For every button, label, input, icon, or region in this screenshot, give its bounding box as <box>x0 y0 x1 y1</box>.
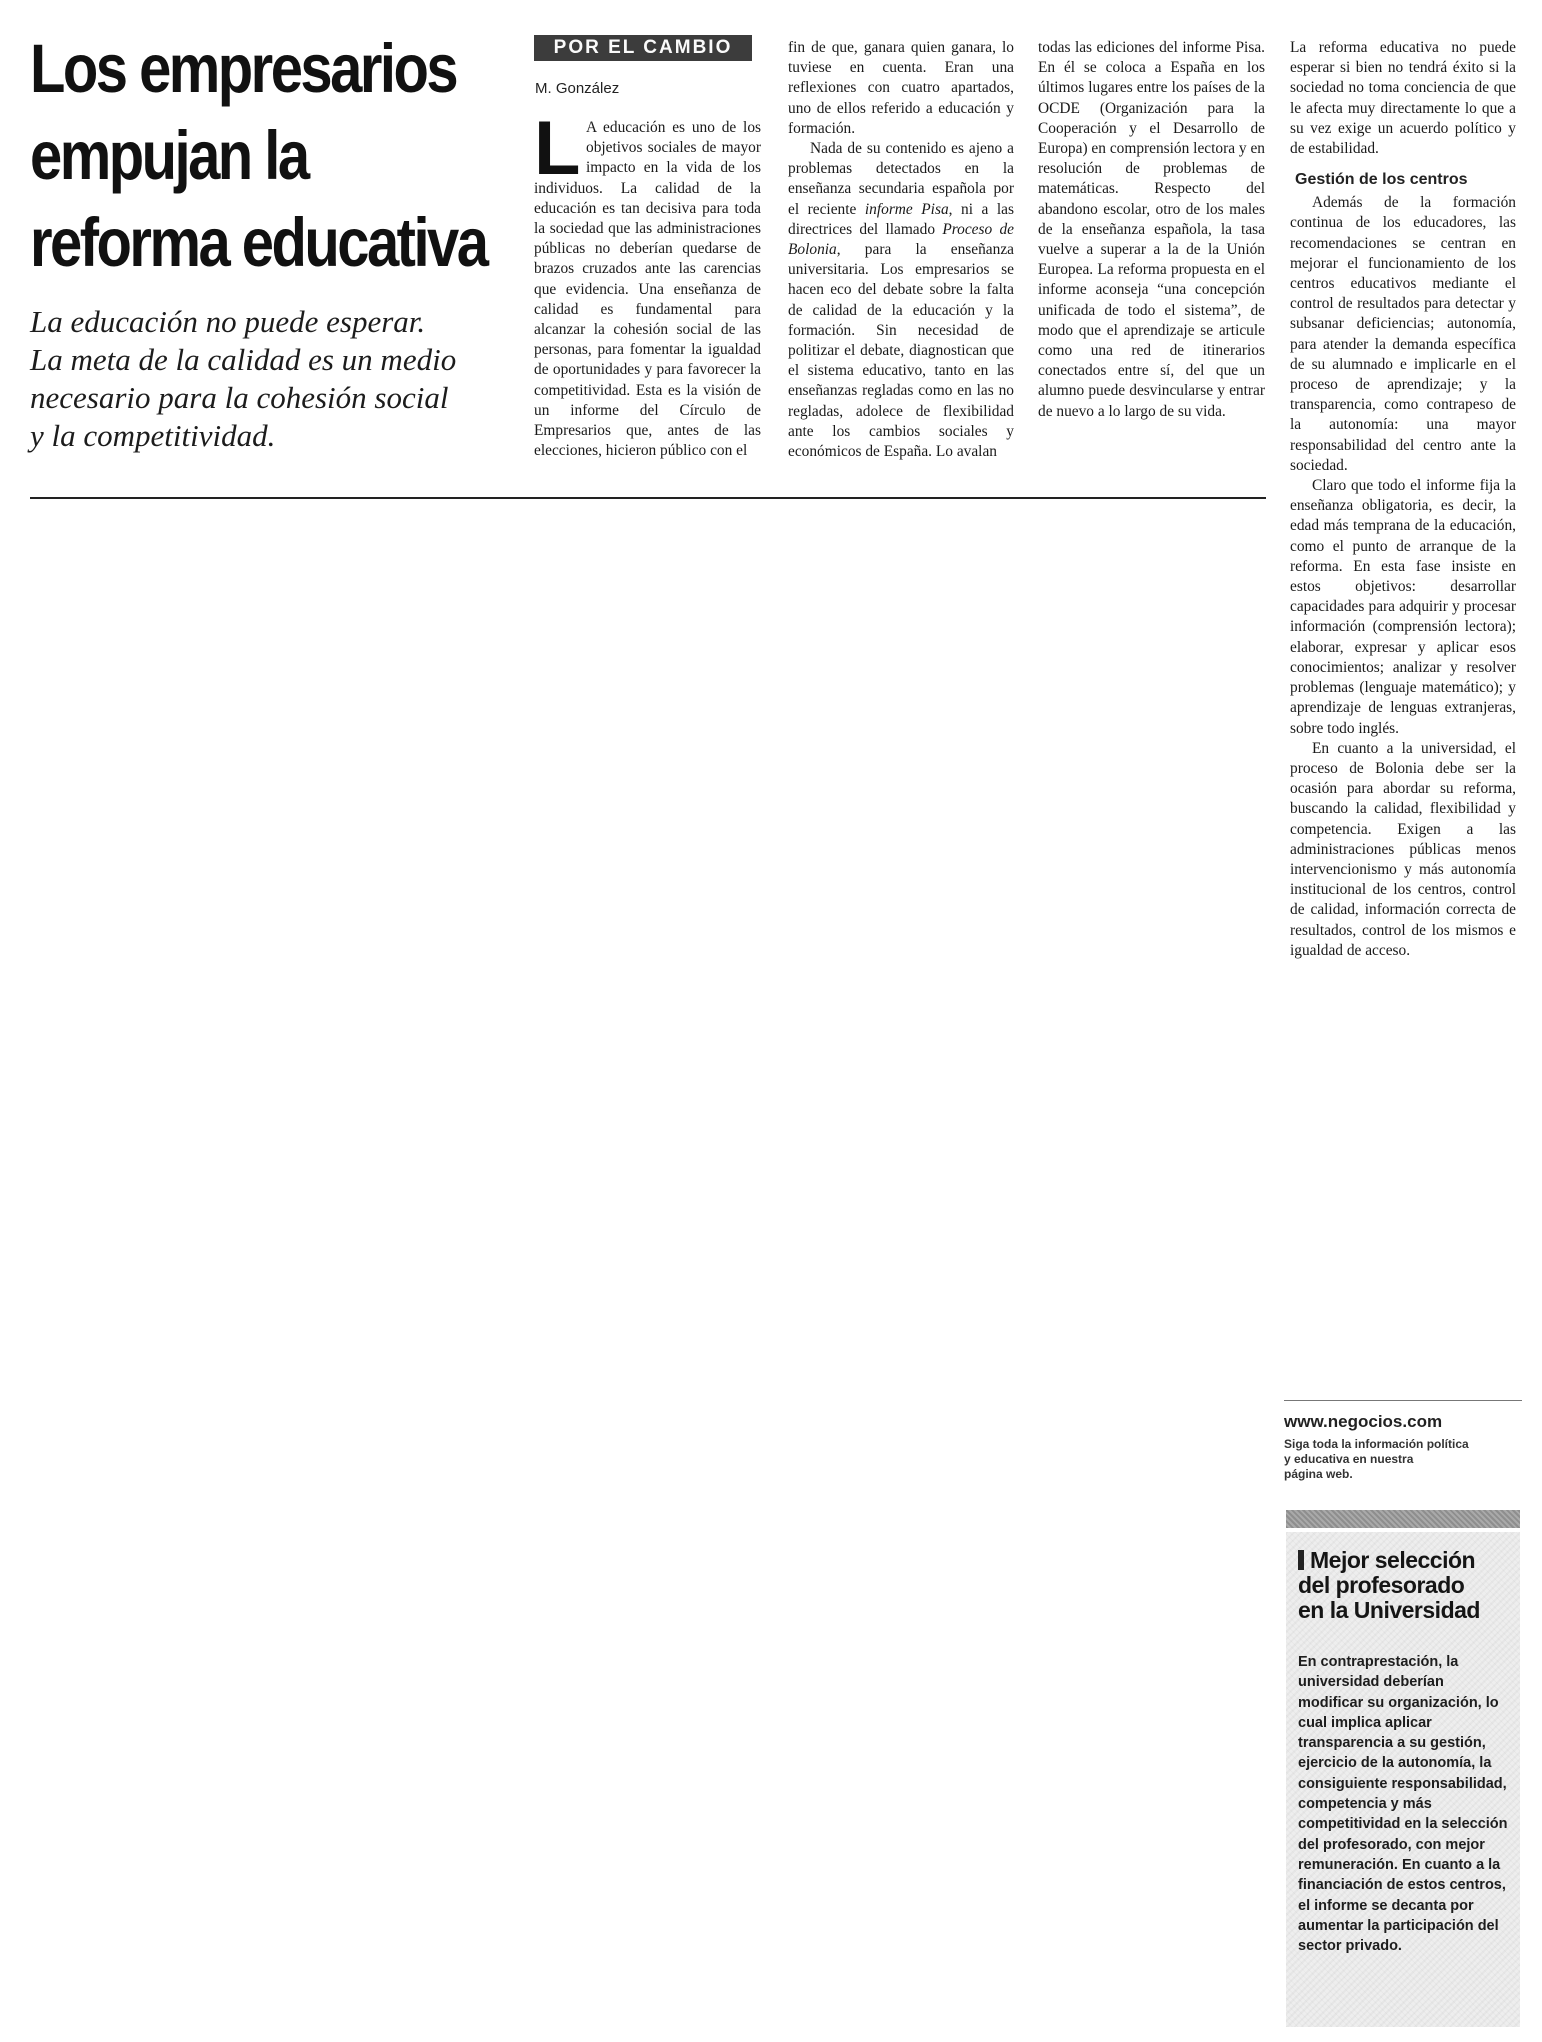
subhead: Gestión de los centros <box>1295 171 1468 189</box>
headline-line: Los empresarios <box>30 30 457 107</box>
paragraph-text: todas las ediciones del informe Pisa. En él se coloca a España en los últimos lugares entre los países de la OCDE (Organización para la Cooperación y el Desarrollo de Europa) en comprensión lectora y en resolución de problemas de matemáticas. Respecto del abandono escolar, otro de los males de la enseñanza española, la tasa vuelve a superar a la de la Unión Europea. La reforma propuesta en el informe aconseja “una concepción unificada de todo el sistema”, de modo que el aprendizaje se articule como una red de itinerarios conectados entre sí, del que un alumno puede desvincularse y entrar de nuevo a lo largo de su vida. <box>1038 39 1265 420</box>
web-link[interactable]: www.negocios.com <box>1284 1412 1443 1431</box>
standfirst-line: La educación no puede esperar. <box>30 304 426 339</box>
paragraph-text: fin de que, ganara quien ganara, lo tuviese en cuenta. Eran una reflexiones con cuatro apartados, uno de ellos referido a educación y formación. <box>788 39 1014 137</box>
article-column-3 <box>1038 38 1265 422</box>
standfirst <box>30 303 500 455</box>
paragraph-continued <box>788 38 1014 139</box>
sidebar-title-text: Mejor selección <box>1310 1547 1476 1573</box>
headline-line: reforma educativa <box>30 204 487 281</box>
sidebar-title-line <box>1298 1548 1513 1573</box>
byline: M. González <box>535 80 620 97</box>
sidebar-box <box>1286 1532 1520 2027</box>
headline <box>30 25 487 286</box>
paragraph-intro <box>534 106 761 461</box>
drop-cap: L <box>534 106 581 191</box>
paragraph: Además de la formación continua de los educadores, las recomendaciones se centran en mejorar el funcionamiento de los centros educativos mediante el control de resultados para detectar y subsanar deficiencias; autonomía, para atender la demanda específica de su alumnado e implicarle en el proceso de aprendizaje; y la transparencia, como contrapeso de la autonomía: una mayor responsabilidad del centro ante la sociedad. <box>1290 194 1516 474</box>
paragraph-text: , ni a las directrices del llamado <box>788 200 1015 238</box>
sidebar-title-line: del profesorado <box>1298 1572 1465 1598</box>
standfirst-line: necesario para la cohesión social <box>30 380 449 415</box>
sidebar-body: En contraprestación, la universidad deberían modificar su organización, lo cual implica aplicar transparencia a su gestión, ejercicio de la autonomía, la consiguiente responsabilidad, competencia y más competitividad en la selección del profesorado, con mejor remuneración. En cuanto a la financiación de estos centros, el informe se decanta por aumentar la participación del sector privado. <box>1298 1654 1508 1955</box>
standfirst-line: y la competitividad. <box>30 418 276 453</box>
web-promo-text: Siga toda la información política y educativa en nuestra página web. <box>1284 1437 1469 1481</box>
section-tag: POR EL CAMBIO <box>534 35 752 61</box>
paragraph: La reforma educativa no puede esperar si bien no tendrá éxito si la sociedad no toma conciencia de que le afecta muy directamente lo que a su vez exige un acuerdo político y de estabilidad. <box>1290 39 1516 158</box>
paragraph-text: , para la enseñanza universitaria. Los empresarios se hacen eco del debate sobre la falta de calidad de la educación y la formación. Sin necesidad de politizar el debate, diagnostican que el sistema educativo, tanto en las enseñanzas regladas como en las no regladas, adolece de flexibilidad ante los cambios sociales y económicos de España. Lo avalan <box>788 241 1014 461</box>
sidebar-header-bar <box>1286 1510 1520 1528</box>
horizontal-rule <box>30 497 1266 499</box>
paragraph-text: A educación es uno de los objetivos sociales de mayor impacto en la vida de los individuos. La calidad de la educación es tan decisiva para toda la sociedad que las administraciones públicas no deberían quedarse de brazos cruzados ante las carencias que evidencia. Una enseñanza de calidad es fundamental para alcanzar la cohesión social de las personas, para fomentar la igualdad de oportunidades y para favorecer la competitividad. Esta es la visión de un informe del Círculo de Empresarios que, antes de las elecciones, hicieron público con el <box>534 119 761 460</box>
emphasis-informe-pisa: informe Pisa <box>864 200 949 218</box>
article-column-2 <box>788 38 1014 462</box>
sidebar-title <box>1298 1548 1513 1623</box>
bullet-marker-icon <box>1298 1550 1304 1570</box>
web-promo <box>1284 1400 1522 1482</box>
paragraph: En cuanto a la universidad, el proceso de Bolonia debe ser la ocasión para abordar su reforma, buscando la calidad, flexibilidad y competencia. Exigen a las administraciones públicas menos intervencionismo y más autonomía institucional de los centros, control de calidad, información correcta de resultados, control de los mismos e igualdad de acceso. <box>1290 739 1516 959</box>
paragraph-continued <box>1038 38 1265 422</box>
emphasis-proceso-bolonia: Proceso de Bolonia <box>788 220 1014 259</box>
paragraph: Claro que todo el informe fija la enseñanza obligatoria, es decir, la edad más temprana de la educación, como el punto de arranque de la reforma. En esta fase insiste en estos objetivos: desarrollar capacidades para adquirir y procesar información (comprensión lectora); elaborar, expresar y aplicar esos conocimientos; analizar y resolver problemas (lenguaje matemático); y aprendizaje de lenguas extranjeras, sobre todo inglés. <box>1290 477 1516 737</box>
paragraph-text: Nada de su contenido es ajeno a problemas detectados en la enseñanza secundaria española por el reciente <box>788 140 1014 218</box>
standfirst-line: La meta de la calidad es un medio <box>30 342 457 377</box>
paragraph <box>788 139 1014 462</box>
article-column-1 <box>534 106 761 461</box>
article-column-4 <box>1290 38 1516 961</box>
headline-line: empujan la <box>30 117 308 194</box>
sidebar-title-line: en la Universidad <box>1298 1597 1480 1623</box>
